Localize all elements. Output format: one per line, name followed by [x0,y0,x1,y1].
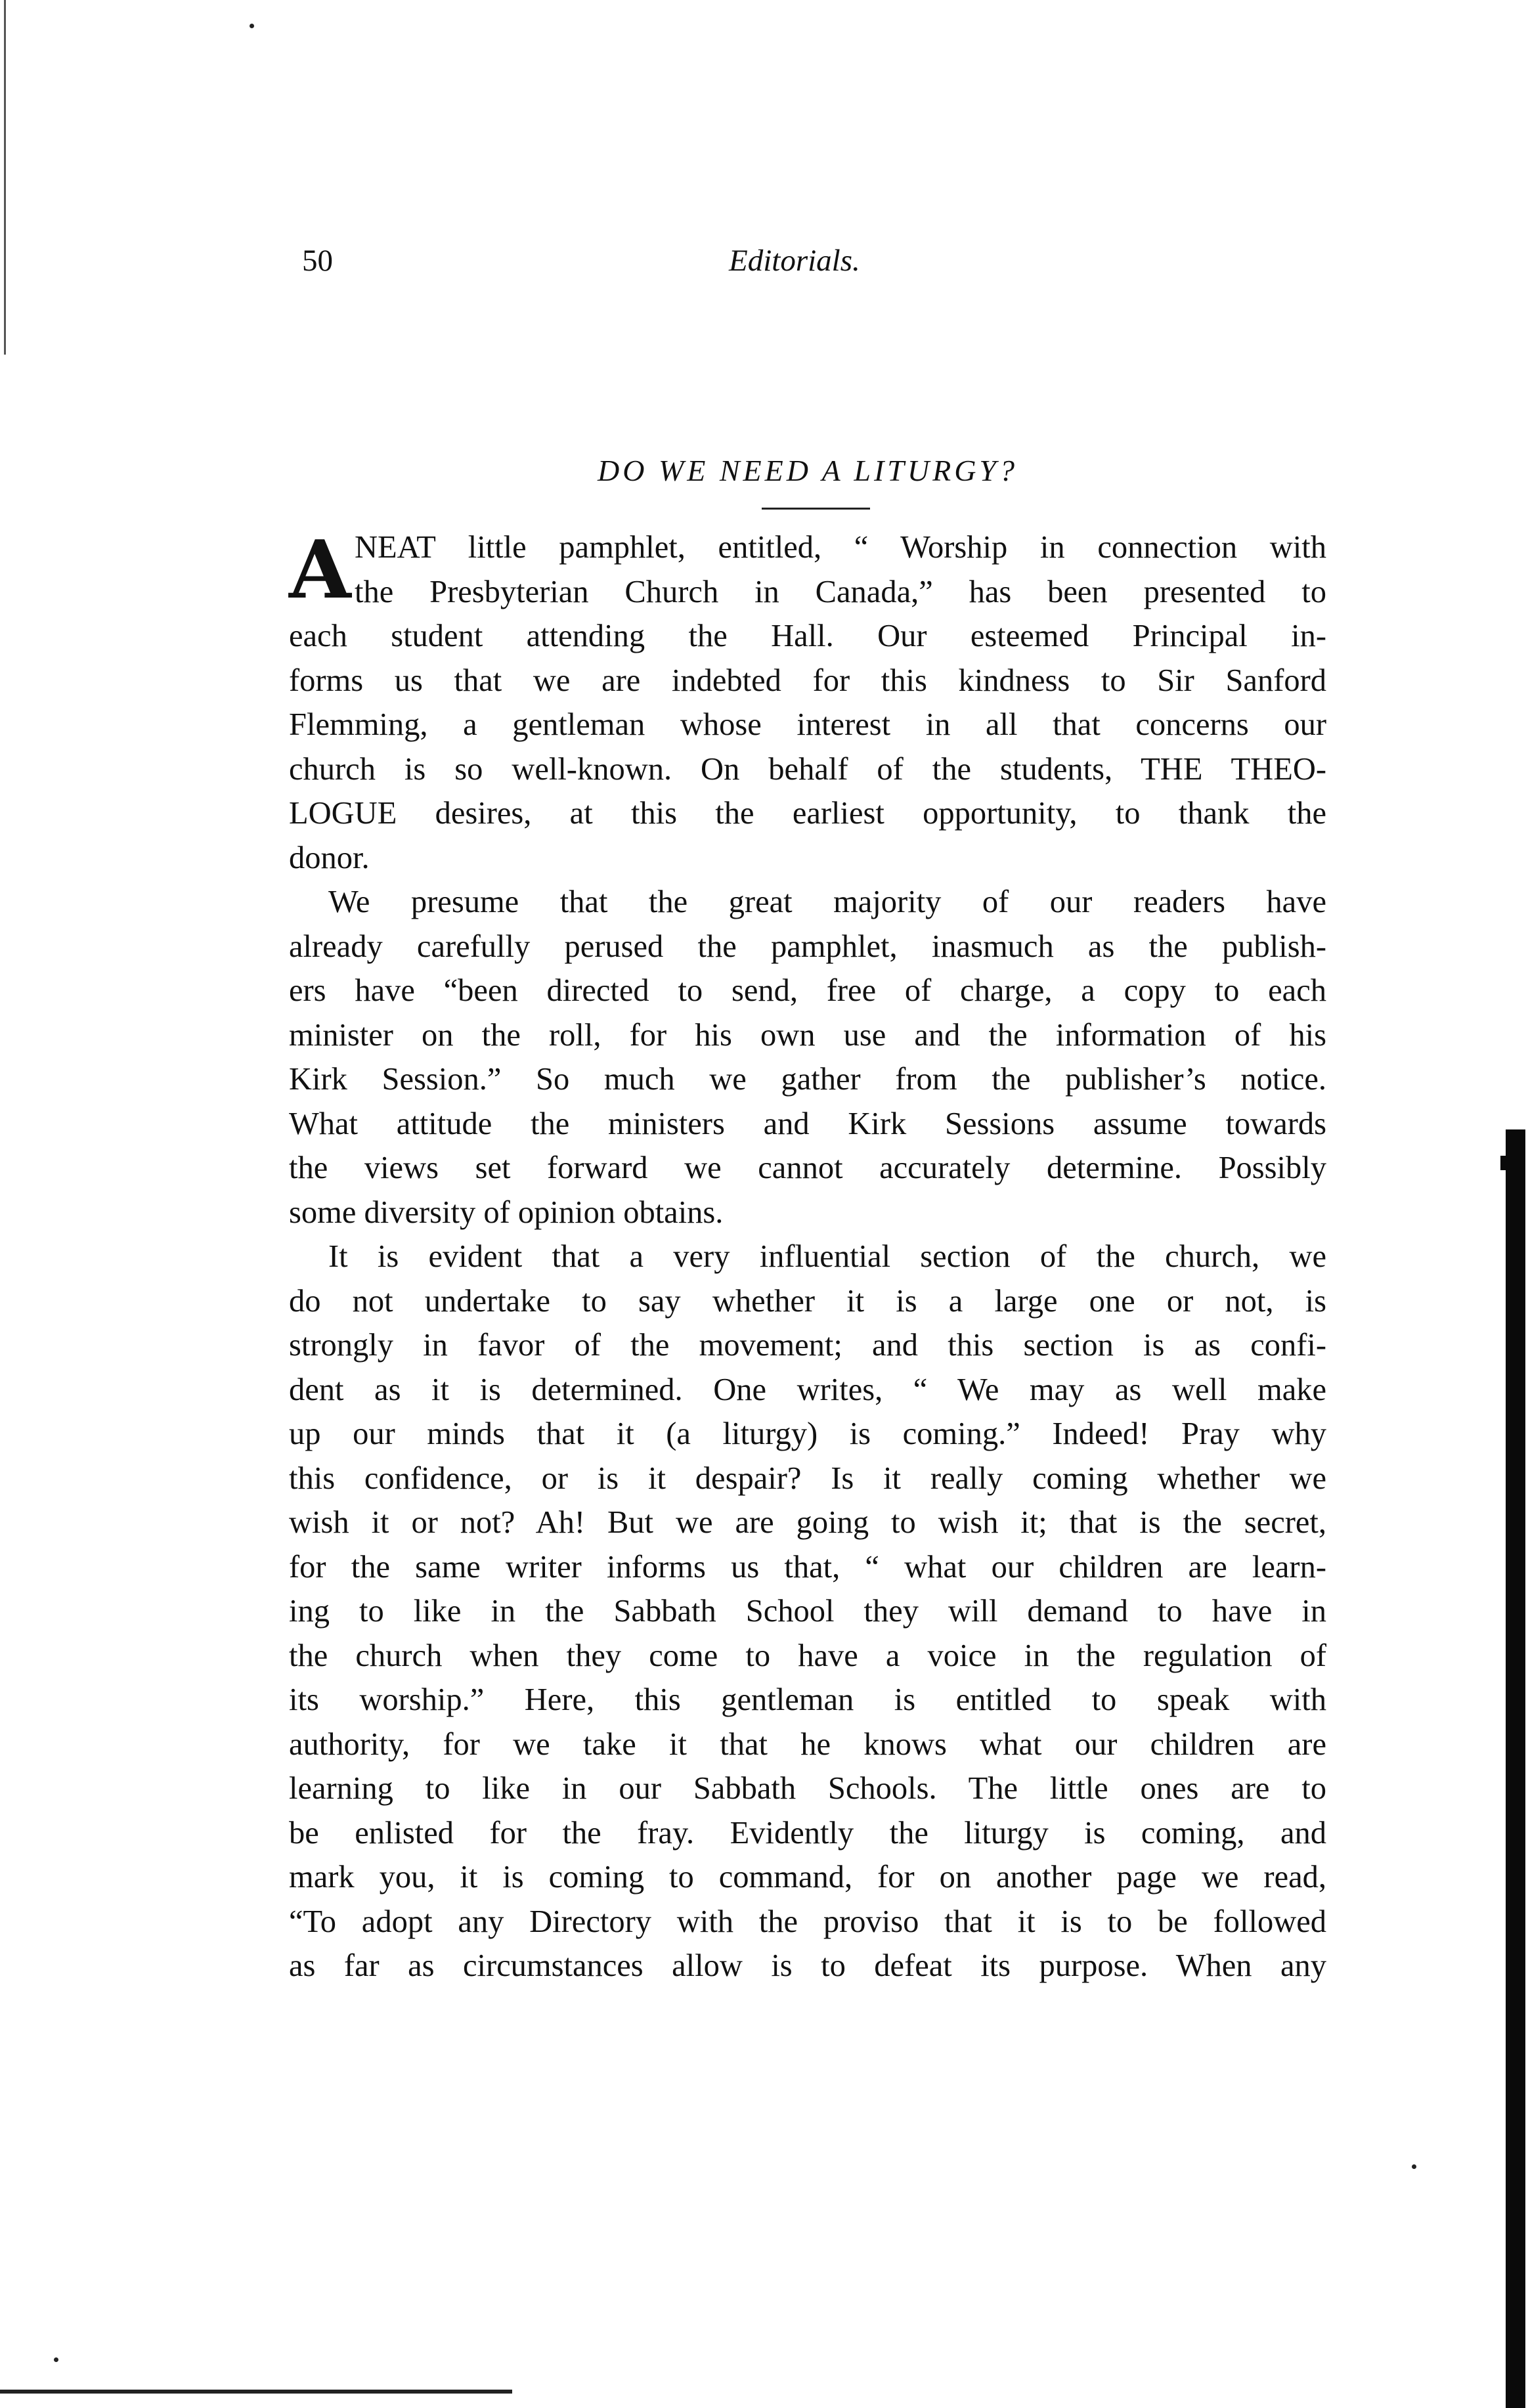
page-number: 50 [302,244,333,278]
body-line: wish it or not? Ah! But we are going to wish it; that is the secret, [289,1505,1326,1540]
body-line: ers have “been directed to send, free of charge, a copy to each [289,973,1326,1008]
body-line: this confidence, or is it despair? Is it really coming whether we [289,1460,1326,1496]
body-line: strongly in favor of the movement; and this section is as confi- [289,1328,1326,1363]
body-line: It is evident that a very influential section of the church, we [328,1239,1326,1274]
body-line: do not undertake to say whether it is a large one or not, is [289,1283,1326,1319]
body-line: its worship.” Here, this gentleman is entitled to speak with [289,1682,1326,1717]
body-line: the views set forward we cannot accurately determine. Possibly [289,1150,1326,1185]
scan-edge-left [4,0,6,355]
body-line: authority, for we take it that he knows what our children are [289,1726,1326,1762]
body-line: dent as it is determined. One writes, “ We may as well make [289,1372,1326,1407]
article-body [289,522,1326,1988]
body-line: forms us that we are indebted for this kindness to Sir Sanford [289,663,1326,698]
body-line: as far as circumstances allow is to defeat its purpose. When any [289,1948,1326,1983]
body-line: We presume that the great majority of our readers have [328,885,1326,919]
article-title: DO WE NEED A LITURGY? [598,454,1018,487]
body-line: each student attending the Hall. Our esteemed Principal in- [289,619,1326,653]
scan-speck [54,2357,58,2362]
body-line: church is so well-known. On behalf of the students, THE THEO- [289,751,1326,787]
body-line: What attitude the ministers and Kirk Sessions assume towards [289,1106,1326,1141]
body-line: for the same writer informs us that, “ what our children are learn- [289,1549,1326,1585]
body-line: minister on the roll, for his own use and the information of his [289,1017,1326,1053]
body-line: LOGUE desires, at this the earliest opportunity, to thank the [289,796,1326,831]
drop-cap: A [289,522,351,617]
body-line: mark you, it is coming to command, for on another page we read, [289,1860,1326,1894]
body-line: ing to like in the Sabbath School they will demand to have in [289,1594,1326,1629]
body-line: Kirk Session.” So much we gather from the publisher’s notice. [289,1062,1326,1097]
title-rule [762,508,870,510]
body-line: donor. [289,840,370,875]
body-line: be enlisted for the fray. Evidently the liturgy is coming, and [289,1815,1326,1850]
body-line: some diversity of opinion obtains. [289,1194,724,1230]
body-line: learning to like in our Sabbath Schools. The little ones are to [289,1771,1326,1806]
scan-speck [250,24,254,28]
body-line: “To adopt any Directory with the proviso that it is to be followed [289,1904,1326,1939]
running-head: Editorials. [729,244,860,278]
scan-edge-bottom [0,2390,512,2394]
body-line: the church when they come to have a voice in the regulation of [289,1638,1326,1673]
body-line: Flemming, a gentleman whose interest in all that concerns our [289,707,1326,742]
scan-edge-right [1506,1129,1525,2408]
scan-edge-notch [1500,1156,1508,1170]
body-line: already carefully perused the pamphlet, inasmuch as the publish- [289,929,1326,964]
body-line: up our minds that it (a liturgy) is coming.” Indeed! Pray why [289,1416,1326,1451]
body-line: the Presbyterian Church in Canada,” has been presented to [355,574,1326,609]
body-line: NEAT little pamphlet, entitled, “ Worship in connection with [355,530,1326,565]
scan-speck [1412,2164,1416,2169]
page-header [302,243,1326,282]
